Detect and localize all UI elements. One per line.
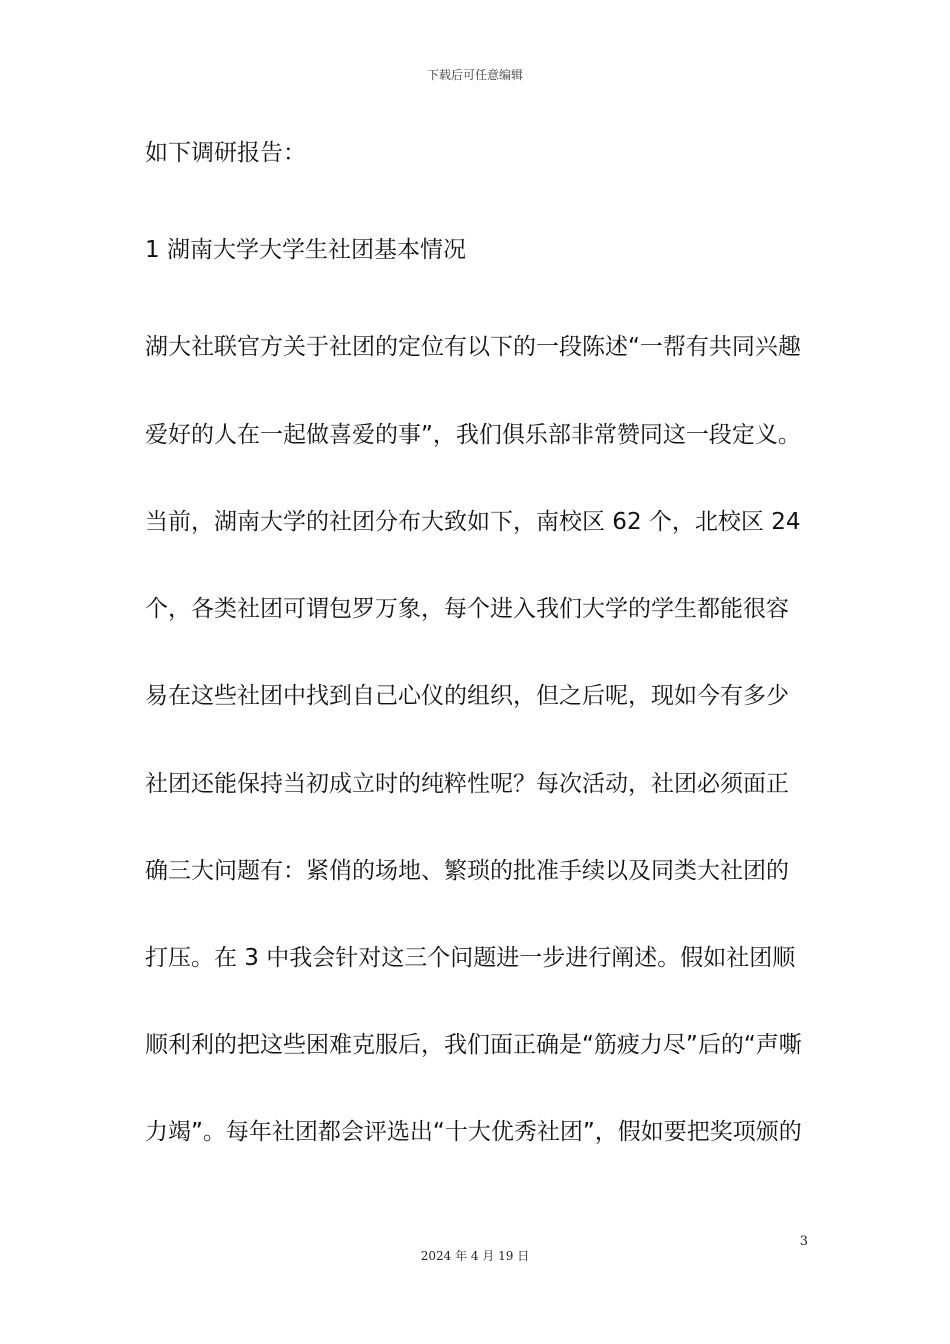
body-line: 湖大社联官方关于社团的定位有以下的一段陈述“一帮有共同兴趣 xyxy=(145,334,801,360)
body-line: 易在这些社团中找到自己心仪的组织，但之后呢，现如今有多少 xyxy=(145,683,789,709)
page-footer-date: 2024 年 4 月 19 日 xyxy=(420,1249,530,1263)
body-line: 个，各类社团可谓包罗万象，每个进入我们大学的学生都能很容 xyxy=(145,596,789,622)
body-line: 当前，湖南大学的社团分布大致如下，南校区 62 个，北校区 24 xyxy=(145,509,801,535)
body-line: 确三大问题有：紧俏的场地、繁琐的批准手续以及同类大社团的 xyxy=(145,858,789,884)
body-line: 打压。在 3 中我会针对这三个问题进一步进行阐述。假如社团顺 xyxy=(145,945,796,971)
section-heading: 1 湖南大学大学生社团基本情况 xyxy=(145,237,466,263)
body-line: 顺利利的把这些困难克服后，我们面正确是“筋疲力尽”后的“声嘶 xyxy=(145,1032,802,1058)
page-header: 下载后可任意编辑 xyxy=(426,68,523,82)
body-line-intro: 如下调研报告： xyxy=(145,140,306,166)
body-line: 力竭”。每年社团都会评选出“十大优秀社团”，假如要把奖项颁的 xyxy=(145,1119,802,1145)
body-line: 社团还能保持当初成立时的纯粹性呢？每次活动，社团必须面正 xyxy=(145,771,789,797)
body-line: 爱好的人在一起做喜爱的事”，我们俱乐部非常赞同这一段定义。 xyxy=(145,422,801,448)
page-number: 3 xyxy=(799,1234,808,1249)
